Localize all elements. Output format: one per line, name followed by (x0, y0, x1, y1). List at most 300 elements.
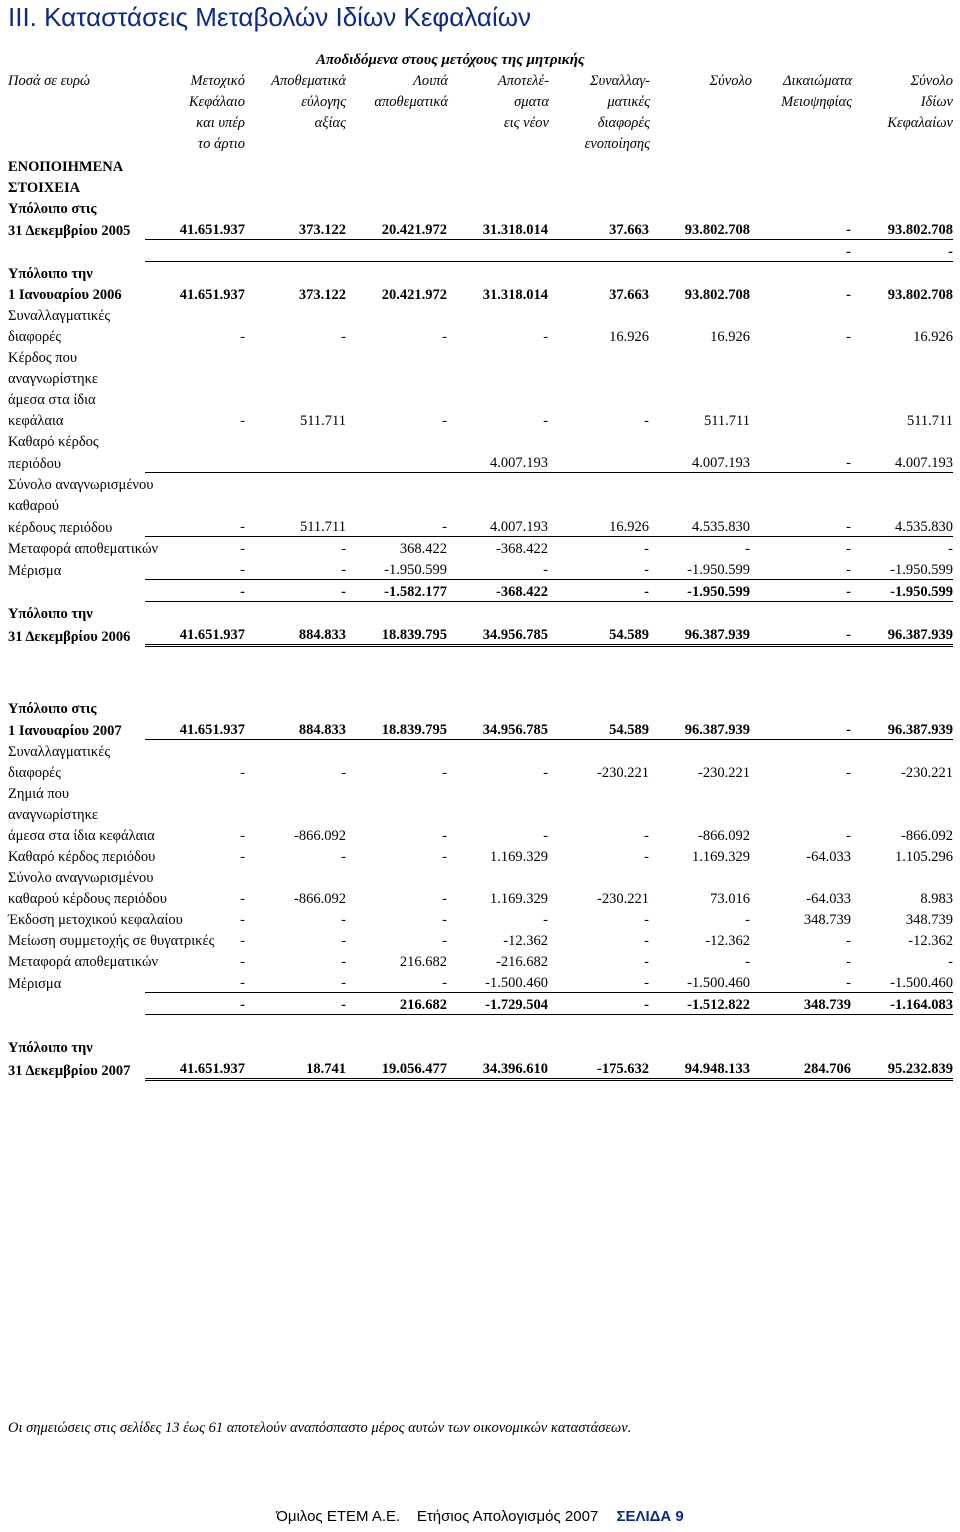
table-row (8, 1015, 953, 1037)
table-row (8, 1036, 953, 1057)
cell-empty (750, 602, 851, 624)
cell-value: - (341, 329, 346, 345)
footer-page-number: ΣΕΛΙΔΑ 9 (616, 1508, 684, 1525)
table-row (8, 346, 953, 367)
row-label (8, 325, 145, 346)
cell-value: -64.033 (806, 891, 851, 907)
cell-empty (649, 197, 750, 218)
cell-empty (447, 866, 548, 887)
cell-value: 31.318.014 (447, 218, 548, 240)
cell-value: 368.422 (399, 541, 447, 557)
row-label-text: ΕΝΟΠΟΙΗΜΕΝΑ (8, 159, 124, 175)
table-row (8, 782, 953, 803)
cell-value: -1.950.599 (346, 558, 447, 580)
cell-empty (145, 197, 245, 218)
equity-table-2007 (8, 697, 953, 1081)
row-label (8, 1057, 145, 1080)
cell-value: -230.221 (698, 765, 750, 781)
cell-empty (851, 1015, 953, 1037)
cell-empty (548, 1036, 649, 1057)
cell-empty (750, 388, 851, 409)
cell-empty (750, 346, 851, 367)
cell-value: 8.983 (920, 891, 953, 907)
table-row (8, 993, 953, 1015)
row-label-text: Υπόλοιπο την (8, 1040, 93, 1056)
cell-value: 18.741 (245, 1057, 346, 1080)
cell-empty (346, 176, 447, 197)
table-row (8, 537, 953, 559)
cell-empty (447, 602, 548, 624)
table-row (8, 845, 953, 866)
row-label (8, 283, 145, 304)
cell-value: 18.839.795 (346, 718, 447, 740)
column-header-retained-earnings: Αποτελέ- σματα εις νέον (497, 73, 549, 131)
cell-value: -1.729.504 (447, 993, 548, 1015)
cell-empty (750, 430, 851, 451)
table-row (8, 908, 953, 929)
row-label (8, 1015, 145, 1037)
cell-value: - (145, 993, 245, 1015)
cell-value: 4.007.193 (851, 451, 953, 473)
cell-value: 19.056.477 (346, 1057, 447, 1080)
cell-empty (548, 176, 649, 197)
row-label (8, 240, 145, 262)
cell-empty (245, 740, 346, 762)
cell-value: 34.956.785 (447, 718, 548, 740)
cell-empty (851, 866, 953, 887)
header-label: Ποσά σε ευρώ (8, 73, 91, 89)
cell-value: -1.582.177 (346, 580, 447, 602)
cell-value (548, 451, 649, 473)
row-label (8, 623, 145, 646)
cell-value: - (750, 971, 851, 993)
cell-empty (851, 304, 953, 325)
column-header-fair-value: Αποθεματικά εύλογης αξίας (271, 73, 346, 131)
cell-empty (548, 262, 649, 284)
cell-value: 16.926 (913, 329, 953, 345)
cell-empty (245, 346, 346, 367)
cell-empty (851, 346, 953, 367)
cell-value: 96.387.939 (649, 623, 750, 646)
cell-value: - (846, 828, 851, 844)
cell-value: 94.948.133 (649, 1057, 750, 1080)
cell-value (245, 240, 346, 262)
cell-value: 284.706 (750, 1057, 851, 1080)
row-label-text: Καθαρό κέρδος περιόδου (8, 849, 156, 865)
cell-empty (851, 697, 953, 718)
table-row (8, 558, 953, 580)
cell-value: - (543, 828, 548, 844)
cell-empty (548, 304, 649, 325)
cell-empty (245, 176, 346, 197)
row-label (8, 908, 183, 929)
cell-value: - (750, 218, 851, 240)
row-label-text: καθαρού (8, 498, 59, 514)
cell-empty (447, 740, 548, 762)
cell-value (145, 451, 245, 473)
cell-value: 16.926 (710, 329, 750, 345)
cell-empty (346, 388, 447, 409)
cell-empty (145, 494, 245, 515)
cell-value: 31.318.014 (482, 287, 548, 303)
cell-value: - (341, 954, 346, 970)
cell-value: 511.711 (245, 515, 346, 537)
cell-value: 16.926 (548, 515, 649, 537)
cell-empty (851, 430, 953, 451)
row-label (8, 761, 145, 782)
table-row (8, 623, 953, 646)
cell-value: - (846, 933, 851, 949)
row-label (8, 993, 145, 1015)
cell-empty (851, 367, 953, 388)
cell-value: - (750, 718, 851, 740)
cell-value: - (745, 541, 750, 557)
cell-value: - (442, 891, 447, 907)
cell-value: 34.396.610 (447, 1057, 548, 1080)
cell-value: -866.092 (294, 828, 346, 844)
table-row (8, 451, 953, 473)
cell-value: 348.739 (750, 993, 851, 1015)
cell-empty (649, 367, 750, 388)
cell-empty (346, 367, 447, 388)
cell-value: -1.950.599 (649, 558, 750, 580)
cell-empty (346, 1015, 447, 1037)
column-header-total: Σύνολο (709, 73, 752, 89)
cell-empty (851, 803, 953, 824)
row-label (8, 451, 145, 473)
row-label-text: 31 Δεκεμβρίου 2005 (8, 222, 131, 239)
cell-empty (548, 473, 649, 495)
cell-value: - (548, 558, 649, 580)
cell-value (548, 240, 649, 262)
cell-empty (245, 155, 346, 176)
cell-value: 54.589 (548, 718, 649, 740)
cell-value: - (948, 541, 953, 557)
cell-empty (346, 782, 447, 803)
cell-value: - (442, 329, 447, 345)
cell-empty (145, 430, 245, 451)
cell-empty (649, 176, 750, 197)
row-label (8, 218, 145, 240)
cell-empty (851, 740, 953, 762)
cell-value: - (240, 828, 245, 844)
cell-value: -230.221 (597, 765, 649, 781)
cell-value: - (245, 971, 346, 993)
cell-empty (245, 782, 346, 803)
cell-value: - (346, 515, 447, 537)
cell-value (346, 240, 447, 262)
cell-value: 96.387.939 (851, 718, 953, 740)
row-label-text: Υπόλοιπο την (8, 606, 93, 622)
cell-empty (145, 155, 245, 176)
cell-value: 1.105.296 (895, 849, 953, 865)
row-label (8, 697, 145, 718)
cell-value: -1.164.083 (851, 993, 953, 1015)
cell-value: -230.221 (901, 765, 953, 781)
cell-value: -216.682 (496, 954, 548, 970)
cell-empty (750, 155, 851, 176)
cell-value: -1.950.599 (649, 580, 750, 602)
cell-empty (447, 304, 548, 325)
cell-empty (346, 866, 447, 887)
cell-value: 96.387.939 (851, 623, 953, 646)
cell-value: - (346, 971, 447, 993)
footer-company: Όμιλος ΕΤΕΜ Α.Ε. (276, 1508, 401, 1525)
cell-empty (245, 388, 346, 409)
cell-value: - (644, 912, 649, 928)
cell-value: - (644, 954, 649, 970)
row-label (8, 971, 145, 993)
column-header-total-equity: Σύνολο Ιδίων Κεφαλαίων (887, 73, 953, 131)
equity-table-2006 (8, 155, 953, 647)
table-row (8, 325, 953, 346)
cell-empty (447, 782, 548, 803)
cell-empty (447, 197, 548, 218)
cell-value: 4.007.193 (447, 451, 548, 473)
cell-value: - (442, 933, 447, 949)
cell-value: -64.033 (806, 849, 851, 865)
cell-empty (245, 803, 346, 824)
cell-empty (145, 367, 245, 388)
cell-empty (245, 1015, 346, 1037)
cell-empty (851, 388, 953, 409)
cell-value: - (442, 828, 447, 844)
cell-value (346, 451, 447, 473)
cell-value: 511.711 (703, 413, 750, 429)
cell-empty (346, 1036, 447, 1057)
row-label-text: Σύνολο αναγνωρισμένου (8, 870, 154, 886)
page-footer (0, 1508, 960, 1525)
cell-empty (548, 602, 649, 624)
cell-value: -12.362 (503, 933, 548, 949)
table-row (8, 761, 953, 782)
table-row (8, 971, 953, 993)
cell-value: -368.422 (496, 541, 548, 557)
cell-empty (245, 197, 346, 218)
row-label-text: περιόδου (8, 455, 62, 472)
cell-empty (851, 473, 953, 495)
cell-value: - (240, 891, 245, 907)
row-label-text: 1 Ιανουαρίου 2006 (8, 287, 122, 303)
cell-value: - (145, 580, 245, 602)
row-label-text: διαφορές (8, 329, 62, 345)
table-row (8, 155, 953, 176)
cell-empty (346, 197, 447, 218)
cell-value: - (341, 765, 346, 781)
cell-value: 373.122 (245, 218, 346, 240)
cell-empty (750, 866, 851, 887)
column-header-fx-differences: Συναλλαγ- ματικές διαφορές ενοποίησης (584, 73, 650, 152)
cell-empty (245, 473, 346, 495)
row-label-text: καθαρού κέρδους περιόδου (8, 891, 167, 907)
cell-value: - (240, 954, 245, 970)
row-label-text: Σύνολο αναγνωρισμένου (8, 477, 154, 493)
cell-empty (750, 176, 851, 197)
cell-value: 4.007.193 (649, 451, 750, 473)
cell-value (649, 240, 750, 262)
cell-value: 511.711 (299, 413, 346, 429)
cell-empty (346, 740, 447, 762)
cell-value: 4.535.830 (649, 515, 750, 537)
cell-value: 511.711 (906, 413, 953, 429)
cell-empty (145, 304, 245, 325)
cell-empty (548, 367, 649, 388)
cell-value: - (245, 580, 346, 602)
cell-value: 884.833 (245, 623, 346, 646)
cell-empty (245, 430, 346, 451)
cell-empty (649, 262, 750, 284)
cell-value: 54.589 (548, 623, 649, 646)
cell-value: - (644, 828, 649, 844)
cell-empty (750, 740, 851, 762)
cell-value: -1.500.460 (851, 971, 953, 993)
cell-empty (851, 155, 953, 176)
row-label-text: αναγνωρίστηκε (8, 371, 99, 387)
cell-empty (145, 602, 245, 624)
row-label (8, 718, 145, 740)
cell-empty (346, 304, 447, 325)
row-label (8, 845, 156, 866)
cell-value: 216.682 (399, 954, 447, 970)
cell-value: - (644, 413, 649, 429)
row-label (8, 887, 167, 908)
row-label (8, 1036, 145, 1057)
table-row (8, 950, 953, 971)
cell-empty (245, 697, 346, 718)
table-row (8, 697, 953, 718)
cell-value: - (750, 451, 851, 473)
row-label (8, 558, 145, 580)
table-row (8, 367, 953, 388)
cell-empty (145, 866, 245, 887)
table-row (8, 887, 953, 908)
table-row (8, 473, 953, 495)
cell-value: - (745, 912, 750, 928)
cell-value: -1.512.822 (649, 993, 750, 1015)
cell-value: - (245, 993, 346, 1015)
row-label (8, 782, 145, 803)
cell-value: 216.682 (346, 993, 447, 1015)
cell-value: -175.632 (548, 1057, 649, 1080)
table-row (8, 515, 953, 537)
cell-empty (649, 1036, 750, 1057)
cell-value: - (240, 413, 245, 429)
cell-empty (750, 197, 851, 218)
cell-empty (649, 155, 750, 176)
cell-empty (851, 494, 953, 515)
cell-value: - (341, 849, 346, 865)
column-header-minority: Δικαιώματα Μειοψηφίας (781, 73, 852, 110)
footnote: Οι σημειώσεις στις σελίδες 13 έως 61 αποτελούν αναπόσπαστο μέρος αυτών των οικονομικών καταστάσεων. (8, 1420, 632, 1436)
cell-value: - (341, 933, 346, 949)
cell-value: - (442, 765, 447, 781)
cell-empty (649, 388, 750, 409)
cell-empty (447, 494, 548, 515)
cell-value: -368.422 (447, 580, 548, 602)
cell-value (245, 451, 346, 473)
cell-empty (548, 1015, 649, 1037)
cell-empty (750, 782, 851, 803)
cell-empty (750, 1015, 851, 1037)
cell-value: 41.651.937 (179, 287, 245, 303)
cell-value: 4.535.830 (851, 515, 953, 537)
cell-value (145, 240, 245, 262)
cell-empty (750, 473, 851, 495)
cell-value: 73.016 (710, 891, 750, 907)
column-header-amounts (8, 71, 90, 92)
cell-value: 373.122 (298, 287, 346, 303)
cell-empty (245, 1036, 346, 1057)
cell-value: -866.092 (901, 828, 953, 844)
cell-value: 41.651.937 (145, 623, 245, 646)
cell-value: 1.169.329 (490, 849, 548, 865)
cell-empty (245, 367, 346, 388)
cell-value: 348.739 (803, 912, 851, 928)
cell-value: - (548, 993, 649, 1015)
table-row (8, 718, 953, 740)
cell-empty (548, 494, 649, 515)
page-title: III. Καταστάσεις Μεταβολών Ιδίων Κεφαλαίων (8, 2, 532, 32)
cell-value: 93.802.708 (851, 218, 953, 240)
cell-empty (145, 388, 245, 409)
row-label-text: Συναλλαγματικές (8, 744, 111, 760)
cell-value (447, 240, 548, 262)
row-label (8, 929, 215, 950)
cell-value: - (442, 413, 447, 429)
cell-empty (145, 782, 245, 803)
cell-value: - (846, 765, 851, 781)
cell-empty (145, 1015, 245, 1037)
row-label-text: Υπόλοιπο στις (8, 201, 97, 217)
cell-value: 1.169.329 (692, 849, 750, 865)
cell-value: - (442, 849, 447, 865)
cell-value: - (447, 558, 548, 580)
cell-value: 37.663 (609, 287, 649, 303)
row-label-text: 31 Δεκεμβρίου 2007 (8, 1062, 131, 1079)
row-label-text: Μέρισμα (8, 562, 62, 579)
cell-empty (750, 803, 851, 824)
row-label (8, 473, 154, 495)
cell-value: - (145, 971, 245, 993)
cell-empty (346, 697, 447, 718)
row-label-text: ΣΤΟΙΧΕΙΑ (8, 180, 81, 196)
cell-empty (145, 346, 245, 367)
cell-value (750, 409, 851, 430)
table-row (8, 494, 953, 515)
cell-value: 16.926 (609, 329, 649, 345)
cell-empty (145, 1036, 245, 1057)
row-label-text: Υπόλοιπο στις (8, 701, 97, 717)
row-label (8, 602, 145, 624)
cell-value: 884.833 (245, 718, 346, 740)
cell-value: - (644, 849, 649, 865)
table-row (8, 430, 953, 451)
row-label (8, 262, 145, 284)
cell-value: - (442, 912, 447, 928)
cell-value: 93.802.708 (887, 287, 953, 303)
table-row (8, 304, 953, 325)
table-row (8, 929, 953, 950)
cell-empty (447, 155, 548, 176)
cell-empty (346, 155, 447, 176)
cell-value: - (240, 541, 245, 557)
cell-value: - (846, 329, 851, 345)
cell-value: 34.956.785 (447, 623, 548, 646)
row-label-text: διαφορές (8, 765, 62, 781)
cell-empty (145, 740, 245, 762)
cell-value: -866.092 (294, 891, 346, 907)
cell-value: 93.802.708 (649, 218, 750, 240)
